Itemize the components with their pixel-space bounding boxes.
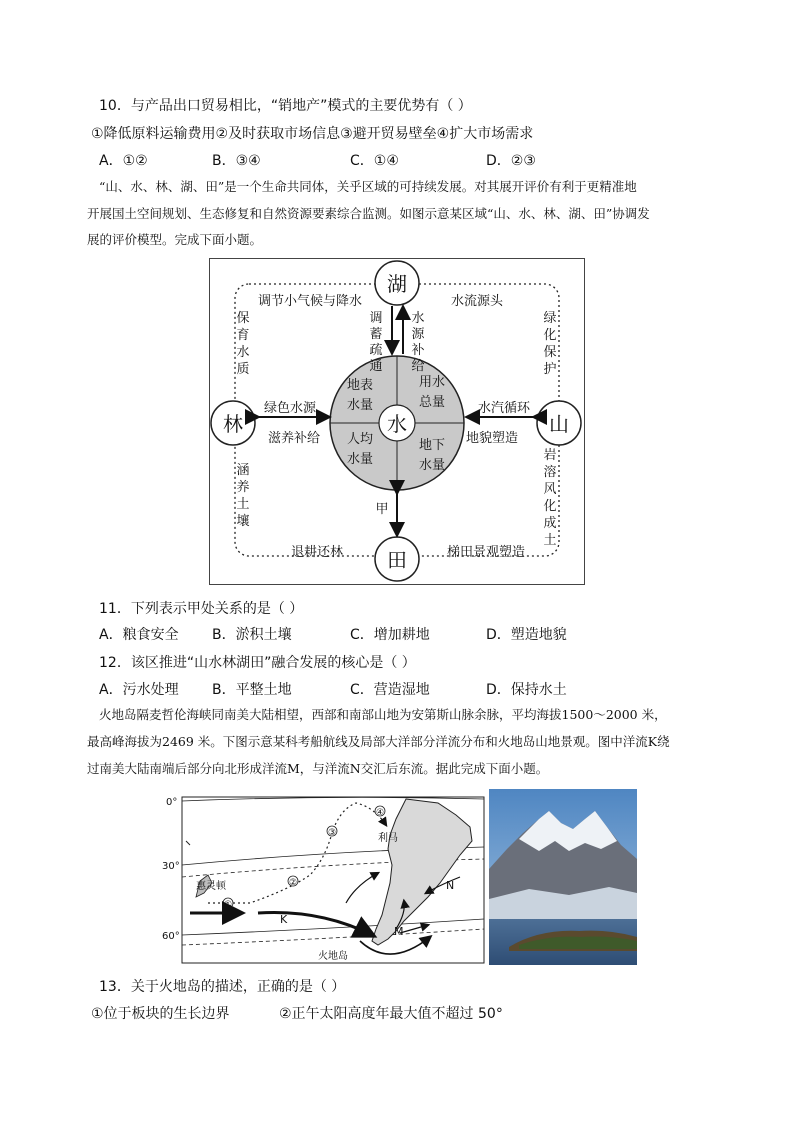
q11-option-d: D．塑造地貌 (486, 627, 567, 643)
svg-text:保: 保 (236, 311, 250, 326)
lat-60: 60° (162, 931, 180, 942)
passage1-line2: 开展国土空间规划、生态修复和自然资源要素综合监测。如图示意某区域“山、水、林、湖、田”协调发 (87, 206, 650, 221)
place-fuego: 火地岛 (318, 951, 348, 962)
svg-text:绿: 绿 (543, 311, 557, 326)
q12-option-b: B．平整土地 (212, 682, 292, 698)
node-lake: 湖 (387, 272, 407, 296)
q10-option-a: A．①② (99, 153, 148, 169)
passage2-line3: 过南美大陆南端后部分向北形成洋流M，与洋流N交汇后东流。据此完成下面小题。 (87, 761, 549, 776)
passage1-line3: 展的评价模型。完成下面小题。 (87, 232, 263, 247)
q12-stem: 12．该区推进“山水林湖田”融合发展的核心是（ ） (99, 655, 416, 671)
label-left-bottom (236, 463, 249, 529)
label-jia: 甲 (375, 502, 389, 517)
svg-text:涵: 涵 (236, 463, 250, 478)
route-point-4: ④ (375, 808, 385, 818)
svg-text:土: 土 (543, 533, 557, 548)
passage1-line1: “山、水、林、湖、田”是一个生命共同体，关乎区域的可持续发展。对其展开评价有利于更精准地 (99, 179, 637, 194)
quad-under-1: 地下 (418, 438, 446, 453)
svg-text:成: 成 (543, 516, 557, 531)
route-point-3: ③ (327, 828, 337, 838)
place-lima: 利马 (378, 833, 398, 844)
tierra-del-fuego-photo (489, 789, 637, 965)
svg-text:育: 育 (236, 328, 250, 343)
label-right-top (543, 311, 556, 377)
svg-text:养: 养 (236, 480, 250, 495)
quad-per-2: 水量 (346, 452, 374, 467)
label-right-bottom (543, 447, 556, 548)
svg-text:保: 保 (543, 345, 557, 360)
label-bottom-right: 梯田景观塑造 (446, 545, 526, 560)
quad-use-2: 总量 (418, 395, 446, 410)
label-lake-down (369, 311, 382, 374)
lat-0: 0° (166, 797, 178, 808)
q13-item-2: ②正午太阳高度年最大值不超过 50° (279, 1006, 503, 1022)
quad-per-1: 人均 (346, 432, 374, 447)
label-lake-up (411, 310, 425, 374)
q10-stem: 10．与产品出口贸易相比，“销地产”模式的主要优势有（ ） (99, 98, 472, 114)
q13-stem: 13．关于火地岛的描述，正确的是（ ） (99, 979, 346, 995)
label-top-left: 调节小气候与降水 (257, 294, 363, 309)
svg-text:护: 护 (543, 362, 557, 377)
quad-under-2: 水量 (418, 458, 446, 473)
svg-text:源: 源 (411, 327, 425, 342)
q12-option-a: A．污水处理 (99, 682, 179, 698)
svg-text:给: 给 (411, 359, 425, 374)
passage2-line2: 最高峰海拔为2469 米。下图示意某科考船航线及局部大洋部分洋流分布和火地岛山地景观。图中洋流K绕 (87, 734, 670, 749)
passage2-line1: 火地岛隔麦哲伦海峡同南美大陆相望，西部和南部山地为安第斯山脉余脉，平均海拔1500～2000 米， (99, 707, 667, 722)
svg-text:补: 补 (411, 343, 425, 358)
ocean-current-map (160, 789, 486, 965)
current-label-n: N (446, 879, 455, 892)
quad-use-1: 用水 (418, 375, 446, 390)
label-left-top (236, 311, 249, 377)
svg-text:风: 风 (543, 482, 557, 497)
current-label-m: M (394, 925, 404, 938)
q11-stem: 11．下列表示甲处关系的是（ ） (99, 601, 304, 617)
q13-item-1: ①位于板块的生长边界 (91, 1006, 230, 1022)
lat-30: 30° (162, 861, 180, 872)
node-mountain: 山 (549, 412, 569, 436)
q11-option-c: C．增加耕地 (350, 627, 430, 643)
svg-text:水: 水 (411, 311, 425, 326)
label-mountain-bottom: 地貌塑造 (465, 431, 519, 446)
evaluation-model-diagram (209, 258, 585, 585)
q10-option-b: B．③④ (212, 153, 261, 169)
current-label-k: K (280, 913, 288, 926)
label-forest-bottom: 滋养补给 (267, 431, 321, 446)
svg-text:调: 调 (369, 311, 383, 326)
svg-text:壤: 壤 (236, 514, 250, 529)
label-forest-top: 绿色水源 (263, 401, 317, 416)
svg-text:岩: 岩 (543, 448, 557, 463)
q10-items: ①降低原料运输费用②及时获取市场信息③避开贸易壁垒④扩大市场需求 (91, 126, 534, 142)
node-forest: 林 (223, 412, 243, 436)
route-point-2: ② (288, 878, 298, 888)
q10-option-c: C．①④ (350, 153, 399, 169)
quad-surface-1: 地表 (346, 378, 374, 393)
svg-text:蓄: 蓄 (369, 327, 383, 342)
quad-surface-2: 水量 (346, 398, 374, 413)
svg-text:通: 通 (369, 359, 383, 374)
svg-text:质: 质 (236, 362, 250, 377)
q12-option-c: C．营造湿地 (350, 682, 430, 698)
label-bottom-left: 退耕还林 (290, 545, 344, 560)
svg-text:疏: 疏 (369, 343, 383, 358)
svg-text:溶: 溶 (543, 465, 557, 480)
svg-text:水: 水 (236, 345, 250, 360)
svg-text:化: 化 (543, 499, 557, 514)
svg-text:化: 化 (543, 328, 557, 343)
node-field: 田 (387, 548, 407, 572)
route-point-1: ① (223, 900, 233, 910)
svg-text:土: 土 (236, 497, 250, 512)
q10-option-d: D．②③ (486, 153, 536, 169)
place-wellington: 惠灵顿 (196, 881, 226, 892)
node-water: 水 (387, 412, 407, 436)
q12-option-d: D．保持水土 (486, 682, 567, 698)
q11-option-b: B．淤积土壤 (212, 627, 292, 643)
label-mountain-top: 水汽循环 (477, 401, 531, 416)
q11-option-a: A．粮食安全 (99, 627, 179, 643)
label-top-right: 水流源头 (450, 294, 504, 309)
